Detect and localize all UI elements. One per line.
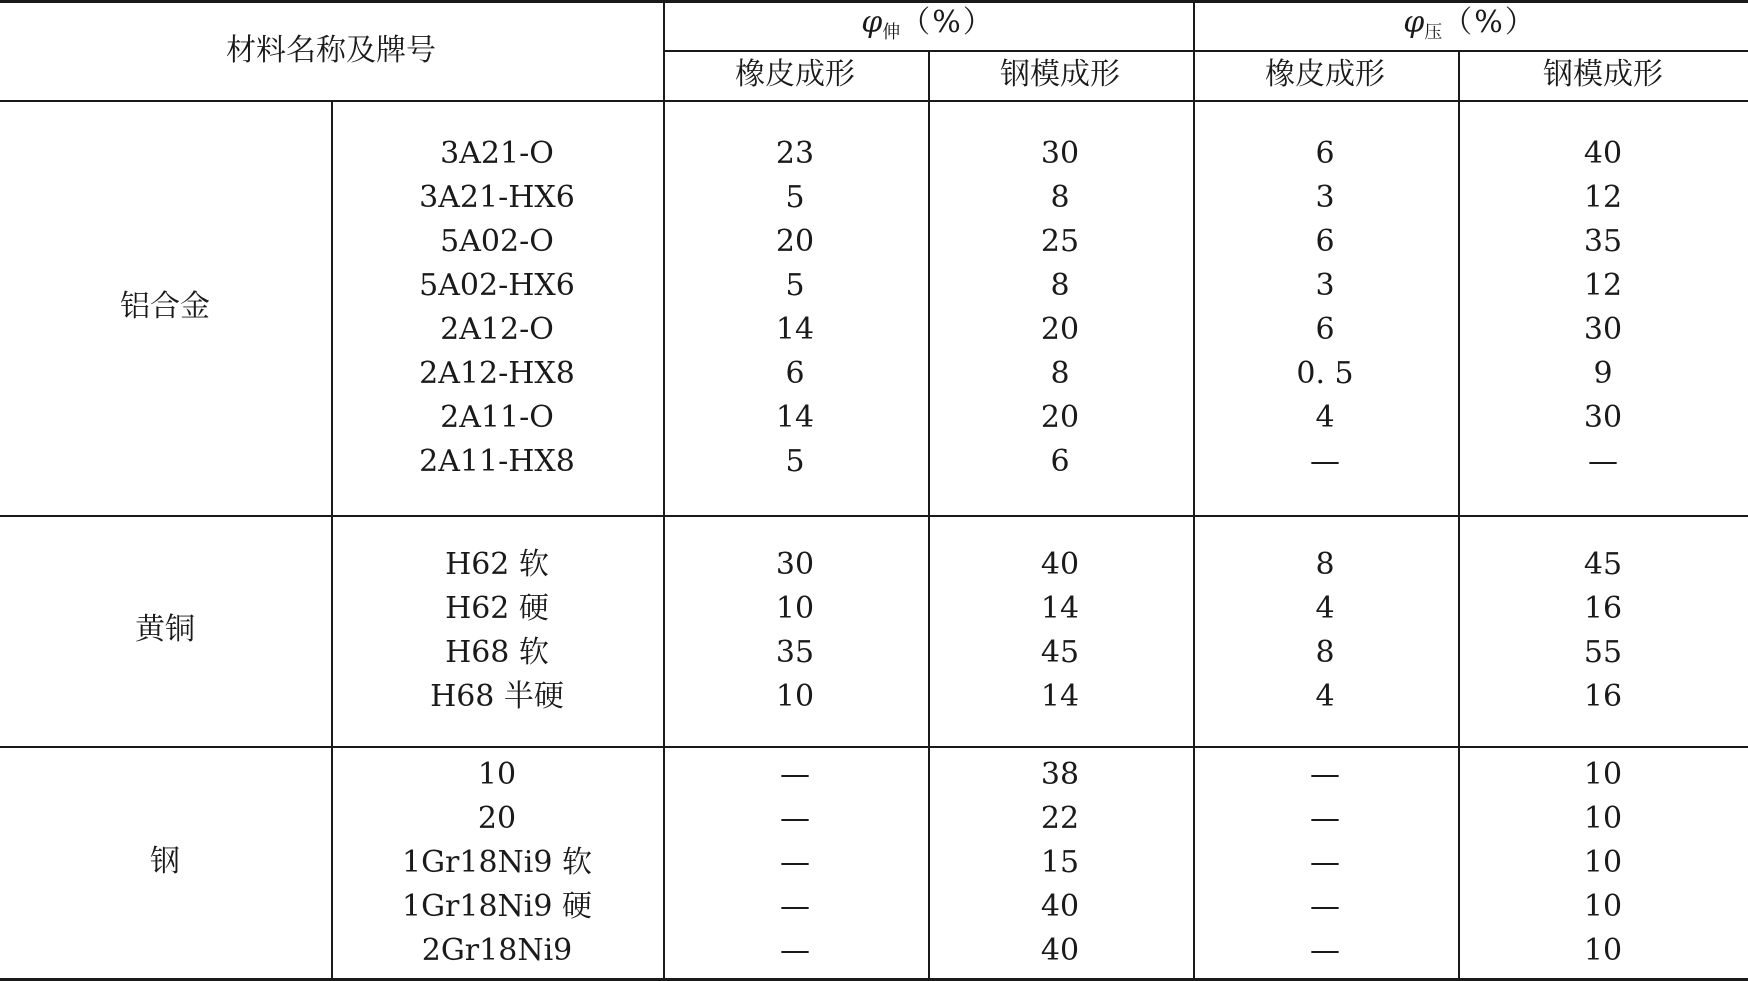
value-cell: 40	[1040, 933, 1080, 968]
stretch-subscript: 伸	[882, 22, 901, 43]
value-cell: 23	[775, 136, 815, 171]
value-cell: 14	[1040, 679, 1080, 714]
value-cell: 10	[775, 679, 815, 714]
value-cell: —	[1310, 444, 1340, 479]
value-cell: 0. 5	[1296, 356, 1354, 391]
grade-cell: 2A12-O	[440, 312, 554, 347]
grade-cell: H68 软	[445, 635, 549, 670]
value-cell: 6	[785, 356, 805, 391]
grade-cell: 3A21-HX6	[419, 180, 575, 215]
header-mid-rule	[663, 50, 1748, 52]
grade-cell: 20	[477, 801, 517, 836]
value-cell: 12	[1583, 268, 1623, 303]
value-cell: 8	[1050, 180, 1070, 215]
value-cell: 40	[1040, 889, 1080, 924]
value-cell: 6	[1050, 444, 1070, 479]
value-cell: 20	[1040, 312, 1080, 347]
value-cell: 10	[775, 591, 815, 626]
value-cell: —	[1310, 889, 1340, 924]
value-cell: 16	[1583, 591, 1623, 626]
value-cell: 35	[1583, 224, 1623, 259]
value-cell: 3	[1315, 180, 1335, 215]
subheader-compress-steel: 钢模成形	[1543, 57, 1663, 92]
top-rule	[0, 0, 1748, 3]
value-cell: 14	[775, 400, 815, 435]
grade-cell: H62 软	[445, 547, 549, 582]
value-cell: 10	[1583, 757, 1623, 792]
grade-cell: H62 硬	[445, 591, 549, 626]
value-cell: 16	[1583, 679, 1623, 714]
value-cell: —	[1588, 444, 1618, 479]
subheader-compress-rubber: 橡皮成形	[1265, 57, 1385, 92]
subheader-stretch-steel: 钢模成形	[1000, 57, 1120, 92]
value-cell: 15	[1040, 845, 1080, 880]
value-cell: —	[1310, 845, 1340, 880]
value-cell: 22	[1040, 801, 1080, 836]
value-cell: —	[780, 933, 810, 968]
value-cell: 30	[1583, 400, 1623, 435]
bottom-rule	[0, 978, 1748, 981]
grade-cell: 2A11-HX8	[419, 444, 575, 479]
grade-cell: H68 半硬	[430, 679, 564, 714]
subheader-stretch-rubber: 橡皮成形	[735, 57, 855, 92]
value-cell: —	[780, 757, 810, 792]
value-cell: 55	[1583, 635, 1623, 670]
group-name: 钢	[150, 844, 180, 879]
value-cell: 35	[775, 635, 815, 670]
col-divider-3	[1193, 0, 1195, 978]
group-rule-2	[0, 746, 1748, 748]
value-cell: 40	[1583, 136, 1623, 171]
value-cell: 10	[1583, 801, 1623, 836]
value-cell: 4	[1315, 400, 1335, 435]
compress-unit: （%）	[1442, 5, 1537, 40]
stretch-header	[861, 5, 995, 43]
value-cell: 30	[1040, 136, 1080, 171]
group-name: 黄铜	[135, 612, 195, 647]
value-cell: 10	[1583, 933, 1623, 968]
value-cell: 8	[1050, 356, 1070, 391]
value-cell: 14	[1040, 591, 1080, 626]
value-cell: 10	[1583, 889, 1623, 924]
value-cell: 45	[1040, 635, 1080, 670]
value-cell: 10	[1583, 845, 1623, 880]
value-cell: 30	[775, 547, 815, 582]
compress-header	[1403, 5, 1537, 43]
group-rule-1	[0, 515, 1748, 517]
stretch-unit: （%）	[900, 5, 995, 40]
value-cell: 12	[1583, 180, 1623, 215]
value-cell: 5	[785, 268, 805, 303]
value-cell: 20	[775, 224, 815, 259]
header-bottom-rule	[0, 100, 1748, 102]
value-cell: 25	[1040, 224, 1080, 259]
value-cell: —	[1310, 933, 1340, 968]
grade-cell: 2A11-O	[440, 400, 554, 435]
grade-cell: 3A21-O	[440, 136, 554, 171]
col-divider-4	[1458, 50, 1460, 978]
compress-subscript: 压	[1424, 22, 1443, 43]
value-cell: 9	[1593, 356, 1613, 391]
value-cell: 5	[785, 444, 805, 479]
grade-cell: 10	[477, 757, 517, 792]
value-cell: —	[1310, 757, 1340, 792]
grade-cell: 2A12-HX8	[419, 356, 575, 391]
value-cell: 4	[1315, 591, 1335, 626]
value-cell: —	[1310, 801, 1340, 836]
value-cell: 38	[1040, 757, 1080, 792]
grade-divider	[331, 101, 333, 978]
value-cell: 30	[1583, 312, 1623, 347]
value-cell: 4	[1315, 679, 1335, 714]
value-cell: —	[780, 801, 810, 836]
value-cell: 3	[1315, 268, 1335, 303]
grade-cell: 5A02-O	[440, 224, 554, 259]
stretch-symbol: φ	[861, 5, 883, 40]
value-cell: —	[780, 889, 810, 924]
value-cell: 6	[1315, 312, 1335, 347]
value-cell: 8	[1050, 268, 1070, 303]
col-divider-2	[928, 50, 930, 978]
value-cell: 14	[775, 312, 815, 347]
grade-cell: 5A02-HX6	[419, 268, 575, 303]
compress-symbol: φ	[1403, 5, 1425, 40]
value-cell: 6	[1315, 224, 1335, 259]
value-cell: —	[780, 845, 810, 880]
col-divider-1	[663, 0, 665, 978]
grade-cell: 1Gr18Ni9 硬	[401, 889, 593, 924]
value-cell: 20	[1040, 400, 1080, 435]
value-cell: 8	[1315, 635, 1335, 670]
material-header: 材料名称及牌号	[226, 33, 436, 68]
grade-cell: 1Gr18Ni9 软	[401, 845, 593, 880]
group-name: 铝合金	[120, 289, 210, 324]
grade-cell: 2Gr18Ni9	[421, 933, 573, 968]
value-cell: 5	[785, 180, 805, 215]
value-cell: 45	[1583, 547, 1623, 582]
value-cell: 40	[1040, 547, 1080, 582]
value-cell: 6	[1315, 136, 1335, 171]
value-cell: 8	[1315, 547, 1335, 582]
